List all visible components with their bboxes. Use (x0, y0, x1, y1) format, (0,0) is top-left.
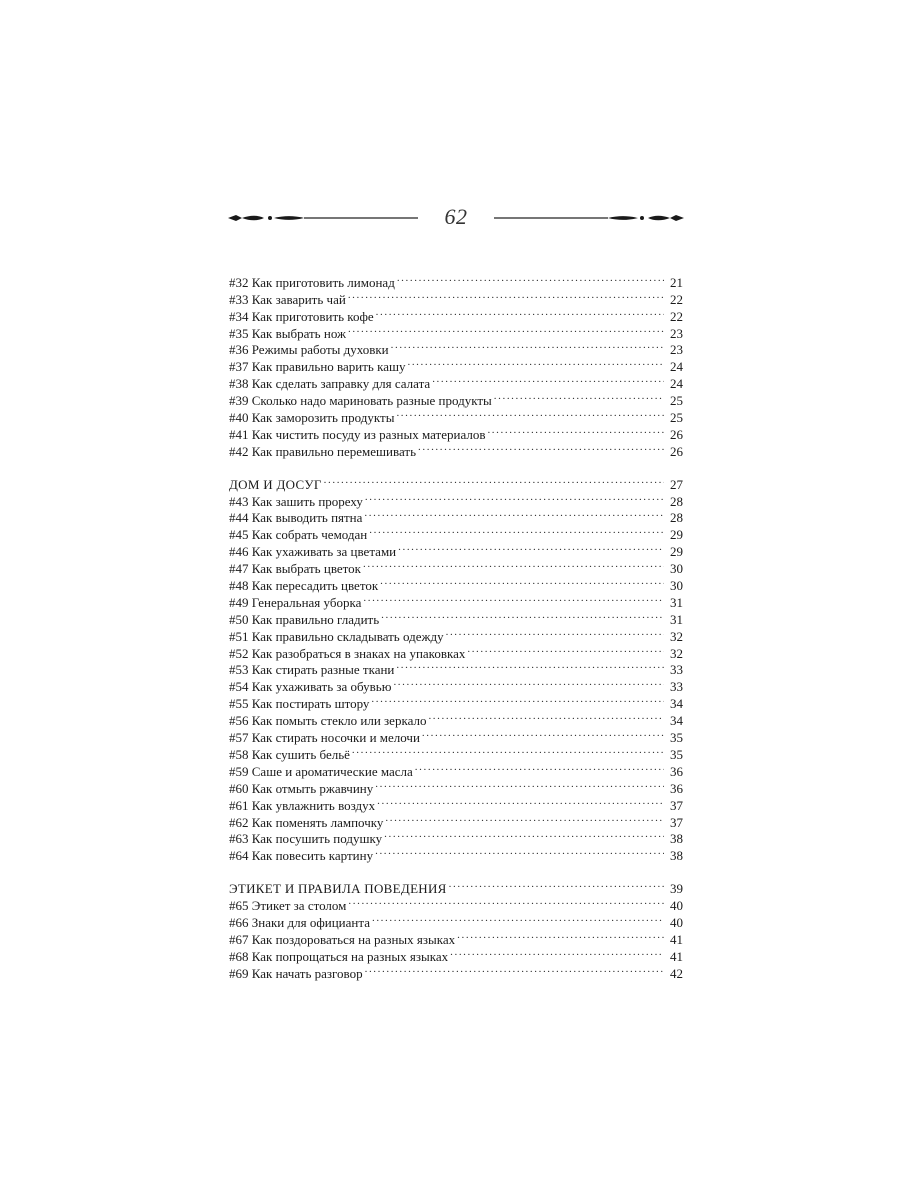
toc-leader-dots (363, 556, 664, 573)
toc-page-number: 31 (670, 611, 683, 627)
toc-section (229, 270, 683, 459)
toc-page-number: 22 (670, 291, 683, 307)
toc-entry-title: #55 Как постирать штору (229, 696, 370, 712)
toc-leader-dots (450, 944, 664, 961)
toc-page-number: 26 (670, 426, 683, 442)
toc-entry-title: #38 Как сделать заправку для салата (229, 376, 431, 392)
toc-leader-dots (467, 641, 664, 658)
toc-entry-title: #59 Саше и ароматические масла (229, 763, 413, 779)
toc-entry-title: #44 Как выводить пятна (229, 510, 363, 526)
toc-entry-title: #34 Как приготовить кофе (229, 308, 374, 324)
toc-entry-title: #62 Как поменять лампочку (229, 814, 384, 830)
toc-page-number: 38 (670, 848, 683, 864)
toc-page-number: 26 (670, 443, 683, 459)
toc-leader-dots (348, 893, 664, 910)
toc-entry-title: #50 Как правильно гладить (229, 611, 380, 627)
toc-leader-dots (381, 607, 664, 624)
toc-section-heading (229, 876, 683, 897)
toc-entry-title: #65 Этикет за столом (229, 898, 347, 914)
toc-leader-dots (407, 354, 664, 371)
toc-page-number: 41 (670, 931, 683, 947)
toc-leader-dots (428, 708, 664, 725)
toc-leader-dots (375, 776, 664, 793)
toc-entry-title: #63 Как посушить подушку (229, 831, 383, 847)
toc-entry-title: #54 Как ухаживать за обувью (229, 679, 392, 695)
toc-leader-dots (324, 472, 664, 489)
toc-page-number: 35 (670, 746, 683, 762)
toc-entry-title: #61 Как увлажнить воздух (229, 797, 376, 813)
toc-entry-title: #48 Как пересадить цветок (229, 578, 379, 594)
toc-section (229, 472, 683, 864)
toc-page-number: 42 (670, 965, 683, 981)
toc-page-number: 25 (670, 393, 683, 409)
toc-leader-dots (385, 810, 664, 827)
toc-page-number: 29 (670, 544, 683, 560)
toc-leader-dots (396, 405, 664, 422)
toc-page-number: 40 (670, 914, 683, 930)
toc-entry-title: #35 Как выбрать нож (229, 325, 346, 341)
toc-page-number: 37 (670, 814, 683, 830)
toc-leader-dots (365, 961, 664, 978)
toc-page-number: 32 (670, 628, 683, 644)
table-of-contents (229, 270, 683, 994)
toc-page-number: 28 (670, 493, 683, 509)
toc-leader-dots (384, 827, 664, 844)
toc-entry-title: #67 Как поздороваться на разных языках (229, 931, 456, 947)
toc-leader-dots (457, 927, 664, 944)
toc-page-number: 39 (670, 881, 683, 897)
toc-entry-title: #64 Как повесить картину (229, 848, 374, 864)
toc-leader-dots (391, 338, 664, 355)
toc-page-number: 31 (670, 594, 683, 610)
toc-page-number: 24 (670, 359, 683, 375)
toc-entry-title: #36 Режимы работы духовки (229, 342, 389, 358)
toc-entry-title: #33 Как заварить чай (229, 291, 346, 307)
toc-leader-dots (352, 742, 664, 759)
toc-leader-dots (418, 439, 664, 456)
toc-entry-title: #58 Как сушить бельё (229, 746, 350, 762)
toc-section-heading (229, 472, 683, 492)
toc-entry (229, 270, 683, 290)
page-number: 62 (444, 204, 468, 229)
toc-entry-title: #37 Как правильно варить кашу (229, 359, 406, 375)
toc-page-number: 38 (670, 831, 683, 847)
toc-entry-title: #49 Генеральная уборка (229, 594, 362, 610)
toc-leader-dots (372, 910, 664, 927)
toc-page-number: 24 (670, 376, 683, 392)
toc-page-number: 32 (670, 645, 683, 661)
toc-leader-dots (449, 876, 664, 893)
toc-entry-title: #57 Как стирать носочки и мелочи (229, 730, 420, 746)
toc-page-number: 25 (670, 410, 683, 426)
toc-page-number: 36 (670, 763, 683, 779)
toc-page-number: 33 (670, 679, 683, 695)
toc-leader-dots (363, 590, 664, 607)
toc-page-number: 34 (670, 713, 683, 729)
toc-entry-title: #51 Как правильно складывать одежду (229, 628, 444, 644)
toc-entry-title: #40 Как заморозить продукты (229, 410, 395, 426)
toc-page-number: 23 (670, 325, 683, 341)
toc-leader-dots (393, 674, 664, 691)
toc-heading-title: ЭТИКЕТ И ПРАВИЛА ПОВЕДЕНИЯ (229, 881, 447, 897)
toc-page-number: 41 (670, 948, 683, 964)
toc-page-number: 36 (670, 780, 683, 796)
toc-page-number: 23 (670, 342, 683, 358)
toc-page-number: 37 (670, 797, 683, 813)
page-header (228, 204, 684, 232)
toc-entry-title: #47 Как выбрать цветок (229, 561, 361, 577)
toc-entry-title: #69 Как начать разговор (229, 965, 363, 981)
toc-leader-dots (375, 843, 664, 860)
toc-leader-dots (415, 759, 664, 776)
toc-leader-dots (432, 371, 664, 388)
toc-heading-title: ДОМ И ДОСУГ (229, 476, 322, 492)
toc-page-number: 40 (670, 898, 683, 914)
toc-section (229, 876, 683, 981)
toc-leader-dots (348, 321, 664, 338)
toc-page-number: 28 (670, 510, 683, 526)
toc-page-number: 34 (670, 696, 683, 712)
toc-page-number: 29 (670, 527, 683, 543)
toc-entry-title: #32 Как приготовить лимонад (229, 274, 395, 290)
toc-leader-dots (422, 725, 664, 742)
toc-leader-dots (397, 270, 664, 287)
toc-entry-title: #56 Как помыть стекло или зеркало (229, 713, 427, 729)
toc-page-number: 22 (670, 308, 683, 324)
toc-leader-dots (398, 539, 664, 556)
toc-entry-title: #42 Как правильно перемешивать (229, 443, 417, 459)
toc-page-number: 27 (670, 476, 683, 492)
toc-entry-title: #53 Как стирать разные ткани (229, 662, 395, 678)
toc-leader-dots (487, 422, 664, 439)
toc-leader-dots (365, 489, 664, 506)
toc-page-number: 33 (670, 662, 683, 678)
toc-leader-dots (380, 573, 664, 590)
toc-entry-title: #68 Как попрощаться на разных языках (229, 948, 449, 964)
toc-entry-title: #46 Как ухаживать за цветами (229, 544, 397, 560)
toc-page-number: 35 (670, 730, 683, 746)
toc-page-number: 30 (670, 561, 683, 577)
toc-entry-title: #45 Как собрать чемодан (229, 527, 368, 543)
toc-page-number: 30 (670, 578, 683, 594)
toc-entry-title: #60 Как отмыть ржавчину (229, 780, 374, 796)
toc-leader-dots (377, 793, 664, 810)
toc-leader-dots (369, 522, 664, 539)
toc-entry-title: #66 Знаки для официанта (229, 914, 370, 930)
toc-leader-dots (446, 624, 664, 641)
toc-entry-title: #52 Как разобраться в знаках на упаковках (229, 645, 466, 661)
toc-page-number: 21 (670, 274, 683, 290)
toc-leader-dots (396, 658, 664, 675)
toc-leader-dots (348, 287, 664, 304)
toc-leader-dots (371, 691, 664, 708)
toc-entry-title: #39 Сколько надо мариновать разные продукты (229, 393, 492, 409)
ornament-right-icon (494, 213, 684, 223)
toc-leader-dots (376, 304, 664, 321)
toc-entry-title: #43 Как зашить прореху (229, 493, 363, 509)
toc-leader-dots (364, 506, 664, 523)
toc-leader-dots (494, 388, 664, 405)
toc-entry-title: #41 Как чистить посуду из разных материалов (229, 426, 486, 442)
